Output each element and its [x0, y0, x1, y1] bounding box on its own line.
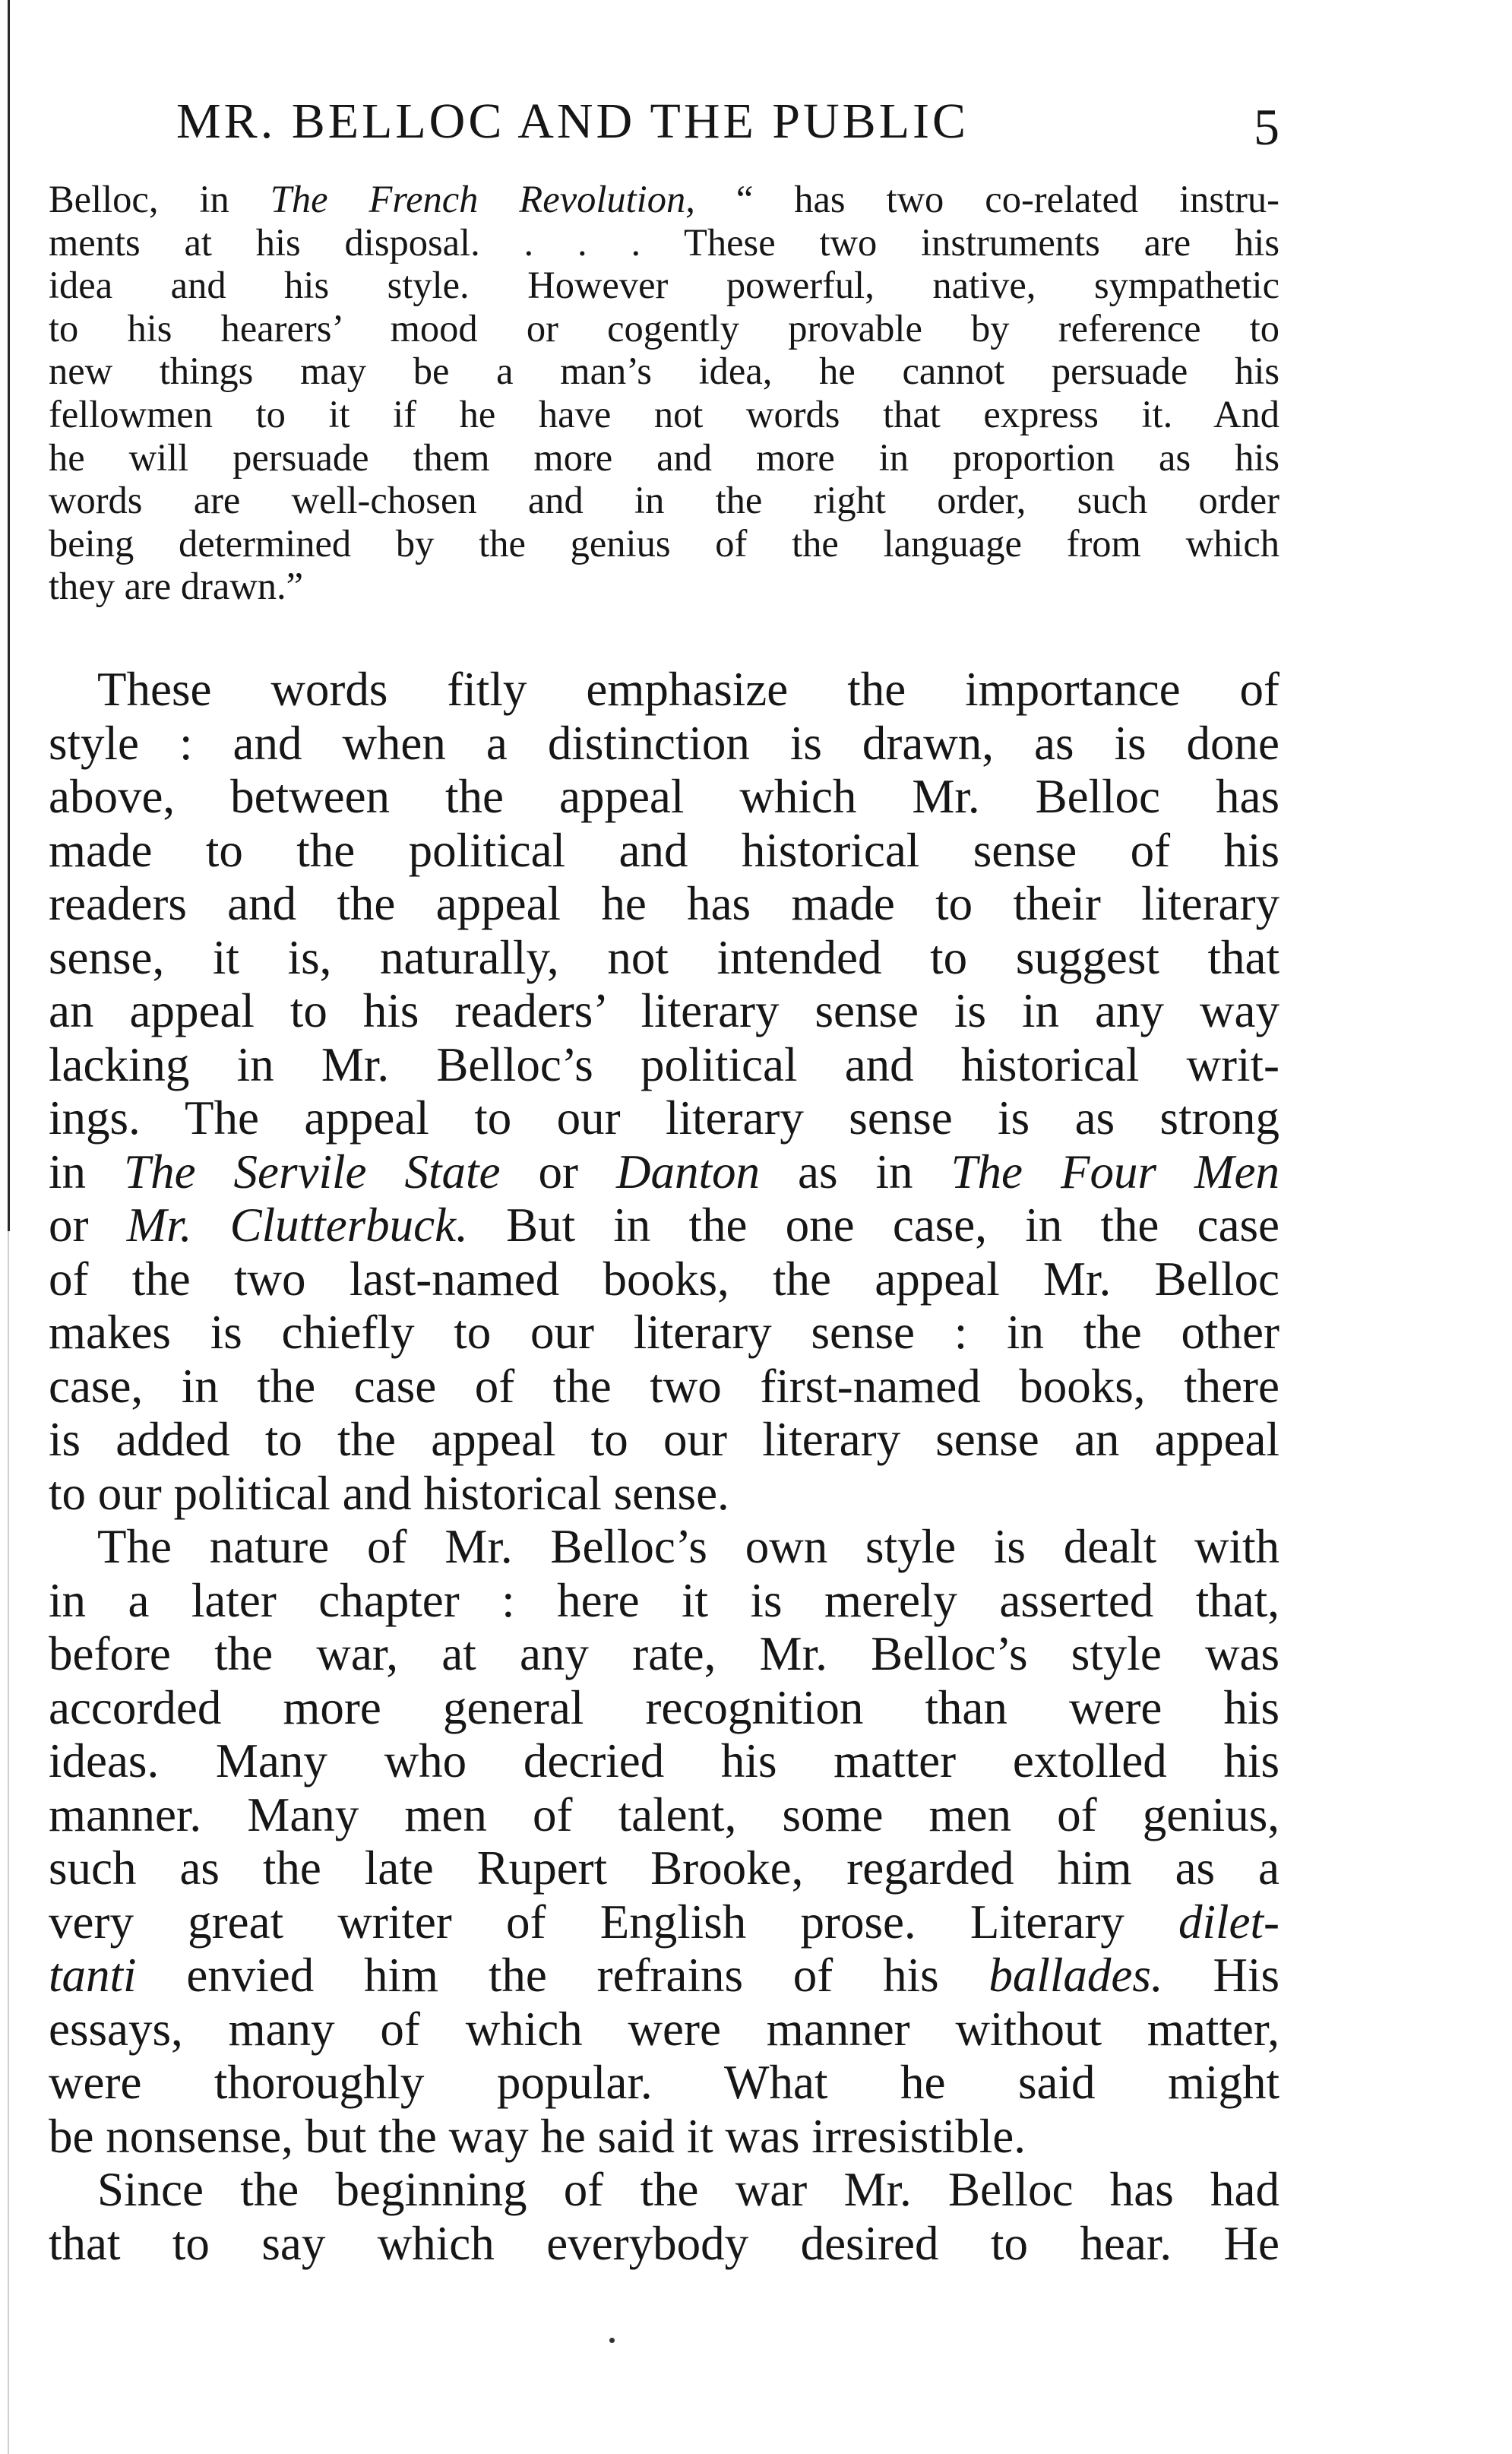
scan-edge-line — [8, 0, 10, 1231]
text-line — [49, 1520, 1280, 1574]
paragraph — [49, 2163, 1280, 2270]
italic-title: Danton — [615, 1145, 760, 1199]
text-line — [49, 221, 1280, 264]
text-line — [49, 2003, 1280, 2057]
italic-title: The Servile State — [124, 1145, 501, 1199]
text-line — [49, 1467, 1280, 1521]
italic-title: Mr. Clutterbuck. — [126, 1199, 468, 1252]
text-run: that to say which everybody desired to hear. He — [49, 2216, 1280, 2270]
text-line — [49, 522, 1280, 565]
text-run: manner. Many men of talent, some men of genius, — [49, 1787, 1280, 1841]
text-line — [49, 264, 1280, 307]
text-line — [49, 2217, 1280, 2271]
text-line — [49, 1734, 1280, 1788]
text-line — [49, 1199, 1280, 1252]
text-run: style : and when a distinction is drawn, as is done — [49, 716, 1280, 770]
text-line — [49, 436, 1280, 480]
text-line — [49, 663, 1280, 717]
text-run: ments at his disposal. . . . These two instruments are his — [49, 220, 1280, 264]
text-run: ings. The appeal to our literary sense is as strong — [49, 1091, 1280, 1145]
text-line — [49, 178, 1280, 221]
running-header — [49, 93, 1280, 154]
text-run: above, between the appeal which Mr. Belloc has — [49, 770, 1280, 823]
text-run: made to the political and historical sense of his — [49, 823, 1280, 877]
text-line — [49, 1360, 1280, 1414]
text-line — [49, 479, 1280, 522]
text-run: words are well-chosen and in the right order, such order — [49, 479, 1280, 522]
text-run: to our political and historical sense. — [49, 1466, 729, 1520]
ink-speck — [609, 2338, 615, 2343]
text-line — [49, 824, 1280, 878]
text-run: of the two last-named books, the appeal Mr. Belloc — [49, 1252, 1280, 1306]
text-run: fellowmen to it if he have not words that express it. And — [49, 392, 1280, 435]
running-title: MR. BELLOC AND THE PUBLIC — [176, 93, 970, 149]
italic-title: The Four Men — [951, 1145, 1280, 1199]
text-run: envied him the refrains of his — [136, 1949, 989, 2002]
text-line — [49, 877, 1280, 931]
text-run: idea and his style. However powerful, native, sympathetic — [49, 264, 1280, 307]
text-run: accorded more general recognition than were his — [49, 1680, 1280, 1734]
text-line — [49, 1895, 1280, 1949]
italic-title: tanti — [49, 1949, 137, 2002]
body-text — [49, 663, 1280, 2270]
text-run: The nature of Mr. Belloc’s own style is dealt with — [97, 1520, 1280, 1573]
text-run: before the war, at any rate, Mr. Belloc’s style was — [49, 1627, 1280, 1680]
italic-title: dilet- — [1178, 1895, 1280, 1949]
text-run: new things may be a man’s idea, he cannot persuade his — [49, 350, 1280, 393]
text-line — [49, 770, 1280, 824]
text-run: ideas. Many who decried his matter extolled his — [49, 1734, 1280, 1787]
text-line — [49, 1681, 1280, 1735]
page-number: 5 — [1254, 98, 1280, 156]
text-run: is added to the appeal to our literary sense an appeal — [49, 1413, 1280, 1466]
text-line — [49, 1413, 1280, 1467]
text-run: an appeal to his readers’ literary sense is in any way — [49, 984, 1280, 1037]
text-line — [49, 1091, 1280, 1145]
text-line — [49, 1038, 1280, 1092]
text-line — [49, 565, 1280, 608]
text-run: But in the one case, in the case — [467, 1199, 1280, 1252]
text-run: he will persuade them more and more in proportion as his — [49, 435, 1280, 479]
text-line — [49, 984, 1280, 1038]
text-line — [49, 1627, 1280, 1681]
text-run: in a later chapter : here it is merely asserted that, — [49, 1573, 1280, 1627]
text-run: be nonsense, but the way he said it was irresistible. — [49, 2109, 1026, 2163]
text-line — [49, 2163, 1280, 2217]
text-line — [49, 307, 1280, 350]
text-run: His — [1162, 1949, 1280, 2002]
text-run: Since the beginning of the war Mr. Belloc has had — [97, 2163, 1280, 2216]
block-quotation — [49, 178, 1280, 608]
text-run: These words fitly emphasize the importance of — [97, 663, 1280, 716]
text-run: being determined by the genius of the language from which — [49, 521, 1280, 565]
text-line — [49, 717, 1280, 771]
text-line — [49, 1574, 1280, 1628]
italic-title: The French Revolution, — [270, 178, 695, 220]
text-run: essays, many of which were manner without matter, — [49, 2002, 1280, 2056]
text-run: makes is chiefly to our literary sense : in the other — [49, 1306, 1280, 1359]
text-line — [49, 1949, 1280, 2003]
text-run: they are drawn.” — [49, 565, 304, 608]
text-run: or — [500, 1145, 616, 1199]
text-line — [49, 1788, 1280, 1842]
paragraph — [49, 1520, 1280, 2163]
text-line — [49, 393, 1280, 436]
text-run: such as the late Rupert Brooke, regarded him as a — [49, 1841, 1280, 1895]
scan-edge-line-faint — [8, 1231, 9, 2454]
text-line — [49, 350, 1280, 393]
text-run: “ has two co-related instru- — [694, 178, 1280, 220]
text-run: very great writer of English prose. Literary — [49, 1895, 1179, 1949]
text-run: were thoroughly popular. What he said might — [49, 2056, 1280, 2109]
text-line — [49, 1306, 1280, 1360]
text-run: case, in the case of the two first-named books, there — [49, 1359, 1280, 1413]
text-line — [49, 2110, 1280, 2164]
text-line — [49, 1841, 1280, 1895]
quote-paragraph — [49, 178, 1280, 608]
text-line — [49, 1252, 1280, 1306]
text-run: sense, it is, naturally, not intended to suggest that — [49, 930, 1280, 984]
text-run: lacking in Mr. Belloc’s political and historical writ- — [49, 1037, 1280, 1091]
text-line — [49, 2056, 1280, 2110]
text-run: in — [49, 1145, 125, 1199]
text-run: or — [49, 1199, 127, 1252]
text-run: as in — [759, 1145, 951, 1199]
text-line — [49, 931, 1280, 985]
italic-title: ballades. — [988, 1949, 1163, 2002]
text-run: readers and the appeal he has made to their literary — [49, 877, 1280, 930]
paragraph — [49, 663, 1280, 1520]
text-run: to his hearers’ mood or cogently provable by reference to — [49, 306, 1280, 350]
text-run: Belloc, in — [49, 178, 270, 220]
text-line — [49, 1145, 1280, 1199]
